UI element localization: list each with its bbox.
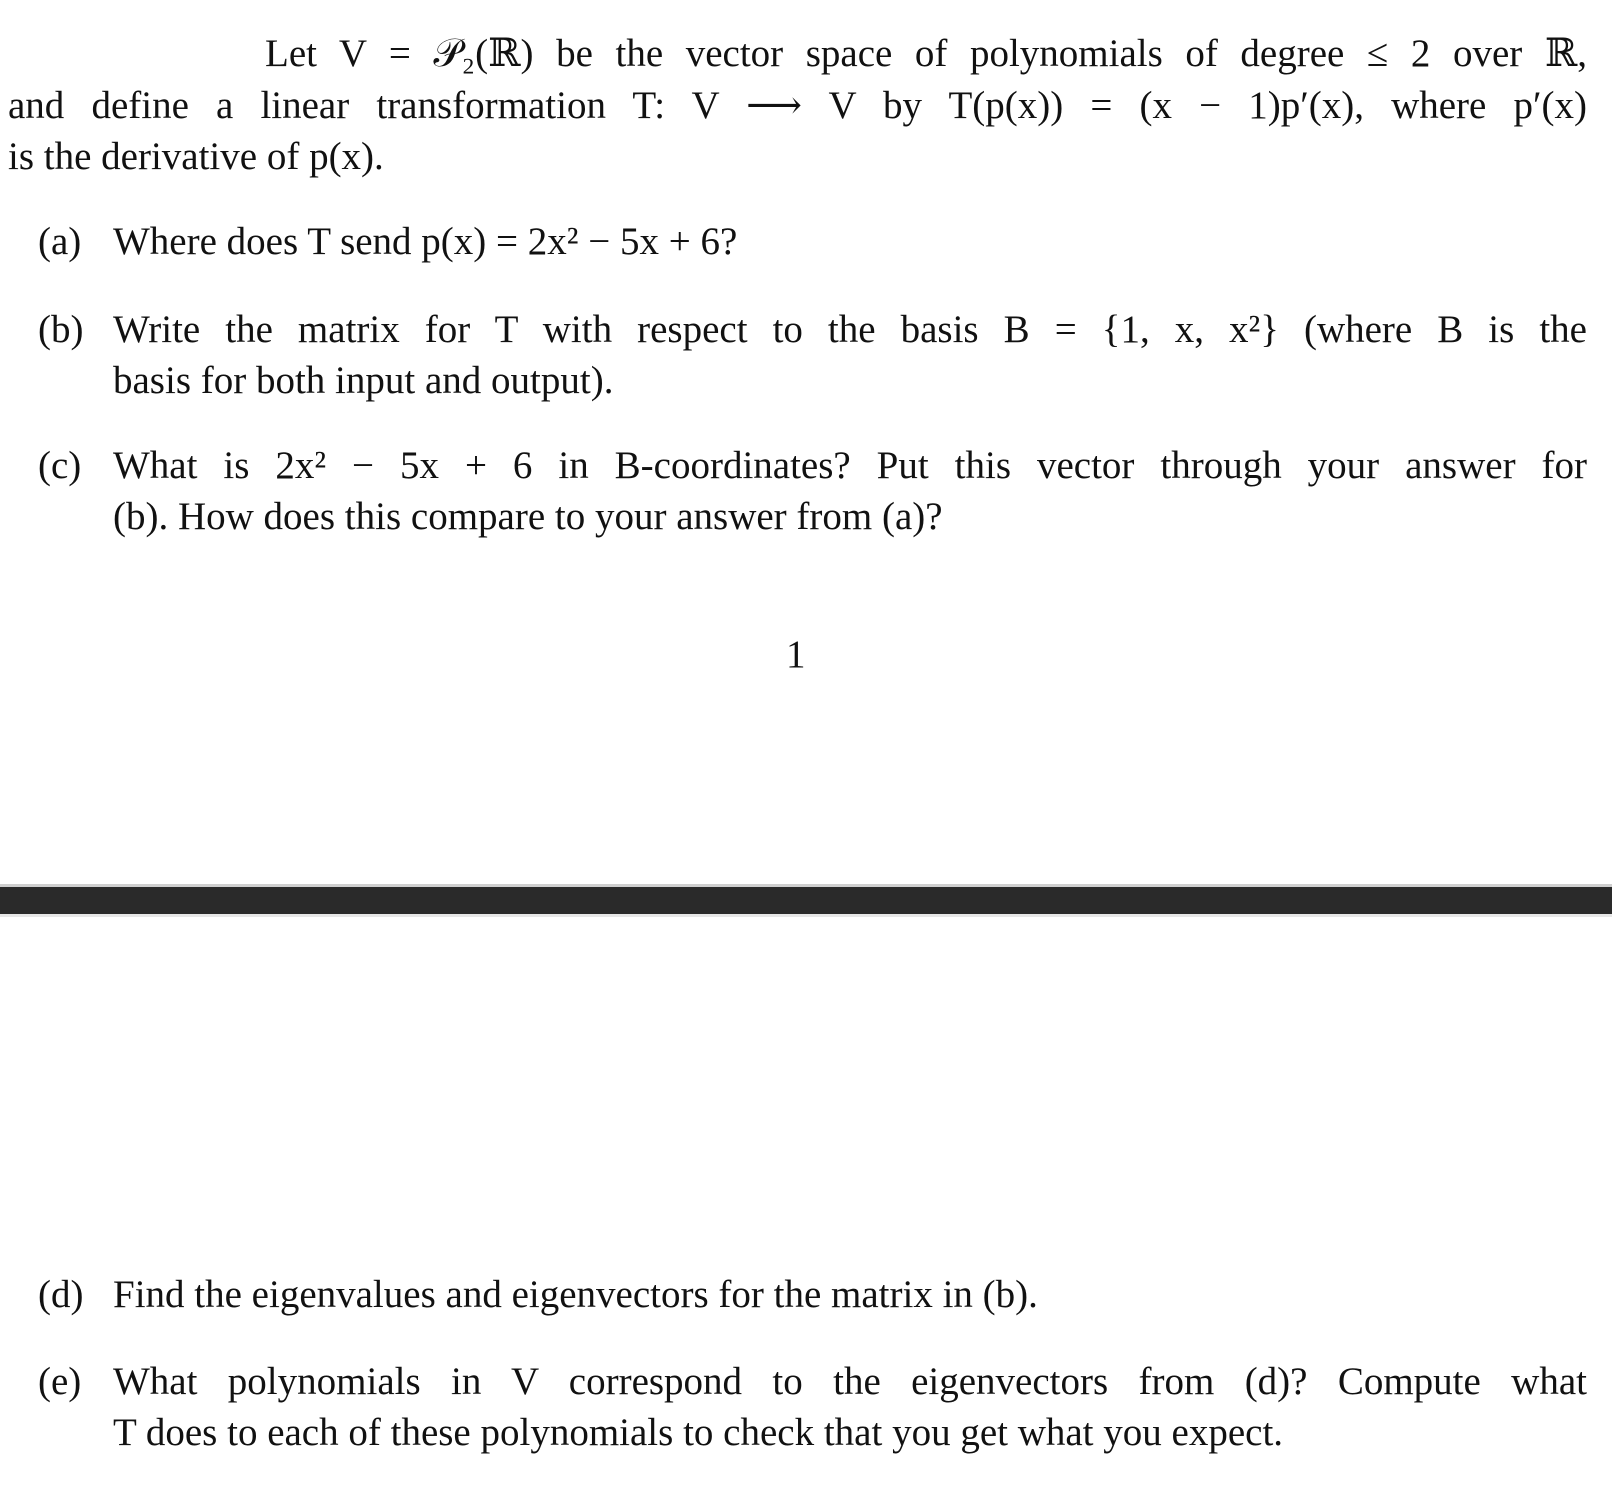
item-e-label: (e)	[38, 1360, 82, 1403]
intro-line-3: is the derivative of p(x).	[8, 135, 384, 178]
item-c-text-line-2: (b). How does this compare to your answer from (a)?	[113, 495, 943, 538]
page-divider	[0, 884, 1612, 917]
intro-line-1: Let V = 𝒫₂(ℝ) be the vector space of polynomials of degree ≤ 2 over ℝ,	[265, 32, 1587, 75]
page-number: 1	[786, 633, 806, 676]
item-a-label: (a)	[38, 220, 82, 263]
item-a-text: Where does T send p(x) = 2x² − 5x + 6?	[113, 220, 738, 263]
item-e-text-line-2: T does to each of these polynomials to check that you get what you expect.	[113, 1411, 1284, 1454]
item-c-text-line-1: What is 2x² − 5x + 6 in B-coordinates? Put this vector through your answer for	[113, 444, 1587, 487]
item-d-label: (d)	[38, 1273, 84, 1316]
item-e-text-line-1: What polynomials in V correspond to the eigenvectors from (d)? Compute what	[113, 1360, 1587, 1403]
item-d-text: Find the eigenvalues and eigenvectors for the matrix in (b).	[113, 1273, 1038, 1316]
item-b-label: (b)	[38, 308, 84, 351]
intro-line-2: and define a linear transformation T: V ⟶ V by T(p(x)) = (x − 1)p′(x), where p′(x)	[8, 84, 1587, 127]
item-c-label: (c)	[38, 444, 82, 487]
item-b-text-line-1: Write the matrix for T with respect to the basis B = {1, x, x²} (where B is the	[113, 308, 1587, 351]
item-b-text-line-2: basis for both input and output).	[113, 359, 614, 402]
